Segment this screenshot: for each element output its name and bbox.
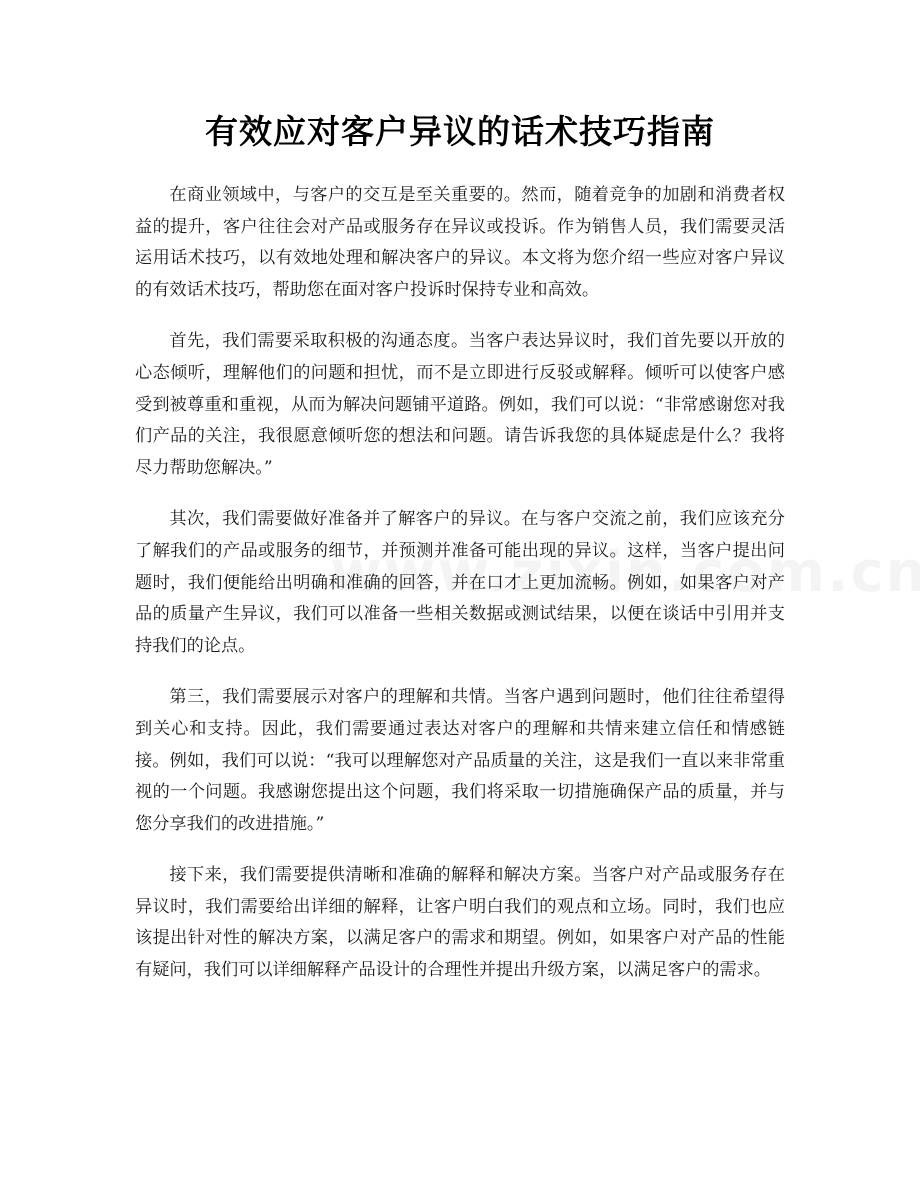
document-title: 有效应对客户异议的话术技巧指南 — [205, 112, 715, 151]
paragraph-intro: 在商业领域中，与客户的交互是至关重要的。然而，随着竞争的加剧和消费者权益的提升，客户往往会对产品或服务存在异议或投诉。作为销售人员，我们需要灵活运用话术技巧，以有效地处理和解决客户的异议。本文将为您介绍一些应对客户异议的有效话术技巧，帮助您在面对客户投诉时保持专业和高效。 — [135, 185, 785, 300]
paragraph-first-point: 首先，我们需要采取积极的沟通态度。当客户表达异议时，我们首先要以开放的心态倾听，理解他们的问题和担忧，而不是立即进行反驳或解释。倾听可以使客户感受到被尊重和重视，从而为解决问题铺平道路。例如，我们可以说：“非常感谢您对我们产品的关注，我很愿意倾听您的想法和问题。请告诉我您的具体疑虑是什么？我将尽力帮助您解决。” — [135, 331, 785, 478]
paragraph-third-point: 第三，我们需要展示对客户的理解和共情。当客户遇到问题时，他们往往希望得到关心和支持。因此，我们需要通过表达对客户的理解和共情来建立信任和情感链接。例如，我们可以说：“我可以理解您对产品质量的关注，这是我们一直以来非常重视的一个问题。我感谢您提出这个问题，我们将采取一切措施确保产品的质量，并与您分享我们的改进措施。” — [135, 687, 785, 834]
document-body — [135, 180, 785, 1007]
paragraph-second-point: 其次，我们需要做好准备并了解客户的异议。在与客户交流之前，我们应该充分了解我们的产品或服务的细节，并预测并准备可能出现的异议。这样，当客户提出问题时，我们便能给出明确和准确的回答，并在口才上更加流畅。例如，如果客户对产品的质量产生异议，我们可以准备一些相关数据或测试结果，以便在谈话中引用并支持我们的论点。 — [135, 509, 785, 656]
paragraph-next-point: 接下来，我们需要提供清晰和准确的解释和解决方案。当客户对产品或服务存在异议时，我们需要给出详细的解释，让客户明白我们的观点和立场。同时，我们也应该提出针对性的解决方案，以满足客户的需求和期望。例如，如果客户对产品的性能有疑问，我们可以详细解释产品设计的合理性并提出升级方案，以满足客户的需求。 — [135, 865, 785, 981]
